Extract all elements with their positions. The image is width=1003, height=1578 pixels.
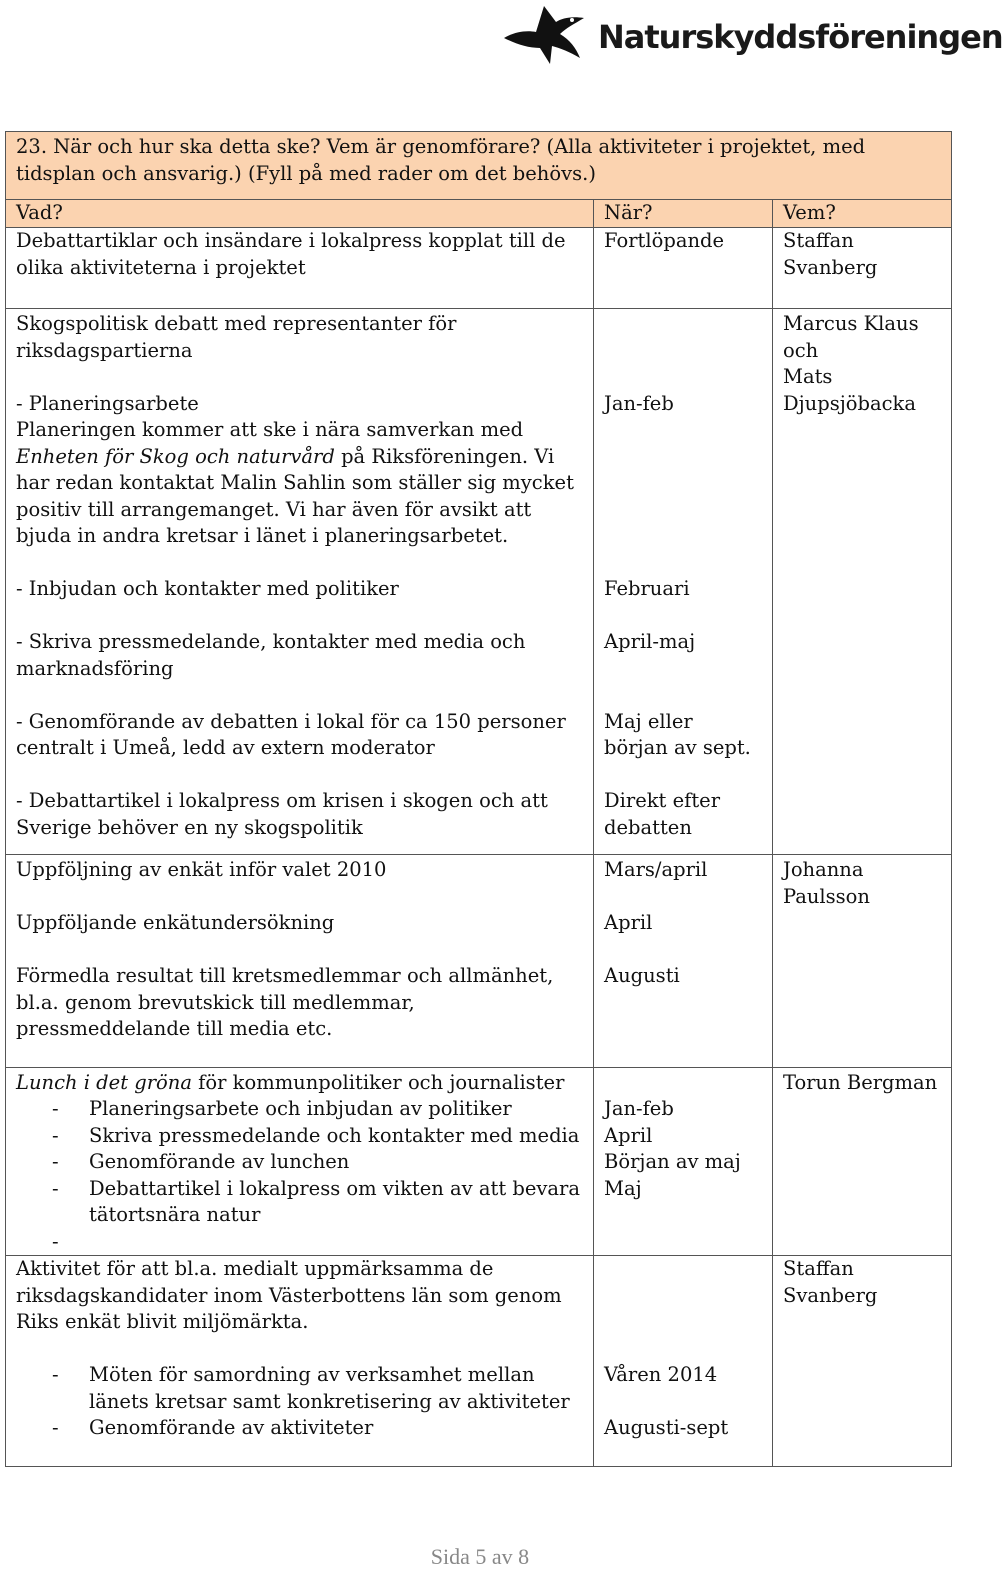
activity-when: Våren 2014 bbox=[604, 1363, 718, 1386]
list-item: - Planeringsarbete och inbjudan av politiker bbox=[52, 1097, 512, 1120]
activity-who: och bbox=[783, 338, 819, 362]
table-row bbox=[6, 309, 952, 855]
list-item: - Skriva pressmedelande och kontakter med media bbox=[52, 1123, 580, 1147]
section-question: 23. När och hur ska detta ske? Vem är genomförare? (Alla aktiviteter i projektet, med tidsplan och ansvarig.) (Fyll på med rader om det behövs.) bbox=[6, 132, 952, 200]
page-number: Sida 5 av 8 bbox=[430, 1544, 530, 1569]
activity-when: Augusti bbox=[604, 964, 680, 987]
list-item: - Debattartikel i lokalpress om vikten av att bevara tätortsnära natur bbox=[52, 1176, 580, 1226]
activity-title: Lunch i det gröna för kommunpolitiker och journalister bbox=[16, 1070, 565, 1094]
activity-who: Mats bbox=[783, 365, 833, 388]
activity-description: Planeringen kommer att ske i nära samverkan med Enheten för Skog och naturvård på Riksföreningen. Vi har redan kontaktat Malin Sahlin som ställer sig mycket positiv till arrangemanget. Vi har även för avsikt att bjuda in andra kretsar i länet i planeringsarbetet. bbox=[16, 418, 574, 547]
table-row bbox=[6, 228, 952, 309]
activity-who: Marcus Klaus bbox=[783, 312, 919, 335]
header-when: När? bbox=[594, 200, 773, 228]
activity-when: Fortlöpande bbox=[604, 229, 725, 252]
list-item: - Möten för samordning av verksamhet mellan länets kretsar samt konkretisering av aktiviteter bbox=[52, 1363, 570, 1413]
logo-wordmark: Naturskyddsföreningen bbox=[598, 18, 1003, 56]
activity-when: Början av maj bbox=[604, 1150, 741, 1173]
activity-subtask: - Inbjudan och kontakter med politiker bbox=[16, 577, 399, 600]
activity-when: Mars/april bbox=[604, 858, 708, 881]
activity-who: Staffan Svanberg bbox=[783, 1257, 878, 1307]
activity-when: April-maj bbox=[604, 630, 696, 653]
table-row bbox=[6, 1256, 952, 1467]
activity-subtask: Förmedla resultat till kretsmedlemmar och allmänhet, bl.a. genom brevutskick till medlemmar, pressmeddelande till media etc. bbox=[16, 964, 554, 1040]
activity-who: Staffan Svanberg bbox=[783, 229, 878, 279]
activity-description: Aktivitet för att bl.a. medialt uppmärksamma de riksdagskandidater inom Västerbottens län som genom Riks enkät blivit miljömärkta. bbox=[16, 1257, 562, 1333]
header-who: Vem? bbox=[773, 200, 952, 228]
activity-when: Jan-feb bbox=[604, 1097, 674, 1120]
list-item: - bbox=[52, 1229, 59, 1253]
logo bbox=[500, 0, 1003, 70]
table-row bbox=[6, 1067, 952, 1256]
activity-subtask: - Genomförande av debatten i lokal för ca 150 personer centralt i Umeå, ledd av extern moderator bbox=[16, 709, 566, 759]
header-what: Vad? bbox=[6, 200, 594, 228]
activity-when: April bbox=[604, 911, 653, 934]
activity-who: Torun Bergman bbox=[783, 1070, 938, 1094]
activity-when: Jan-feb bbox=[604, 391, 674, 415]
section-header-row bbox=[6, 132, 952, 200]
activity-who: Djupsjöbacka bbox=[783, 391, 916, 415]
column-header-row bbox=[6, 200, 952, 228]
activity-when: Augusti-sept bbox=[604, 1416, 729, 1439]
bird-logo-icon bbox=[500, 2, 586, 66]
activity-subtask: Uppföljande enkätundersökning bbox=[16, 911, 335, 934]
activity-title: Skogspolitisk debatt med representanter för riksdagspartierna bbox=[16, 312, 457, 362]
activity-subtask: - Debattartikel i lokalpress om krisen i skogen och att Sverige behöver en ny skogspolitik bbox=[16, 789, 548, 839]
list-item: - Genomförande av aktiviteter bbox=[52, 1416, 374, 1439]
list-item: - Genomförande av lunchen bbox=[52, 1150, 350, 1173]
activity-when: April bbox=[604, 1123, 653, 1147]
activity-table bbox=[5, 131, 952, 1467]
activity-when: Maj eller början av sept. bbox=[604, 709, 751, 759]
activity-title: Uppföljning av enkät inför valet 2010 bbox=[16, 858, 387, 881]
activity-when: Maj bbox=[604, 1176, 642, 1200]
activity-when: Direkt efter debatten bbox=[604, 789, 721, 839]
activity-subtask: - Planeringsarbete bbox=[16, 391, 199, 415]
table-row bbox=[6, 855, 952, 1068]
activity-when: Februari bbox=[604, 577, 690, 600]
activity-subtask: - Skriva pressmedelande, kontakter med media och marknadsföring bbox=[16, 630, 526, 680]
activity-text: Debattartiklar och insändare i lokalpress kopplat till de olika aktiviteterna i projektet bbox=[16, 229, 566, 279]
activity-who: Johanna Paulsson bbox=[783, 858, 870, 908]
